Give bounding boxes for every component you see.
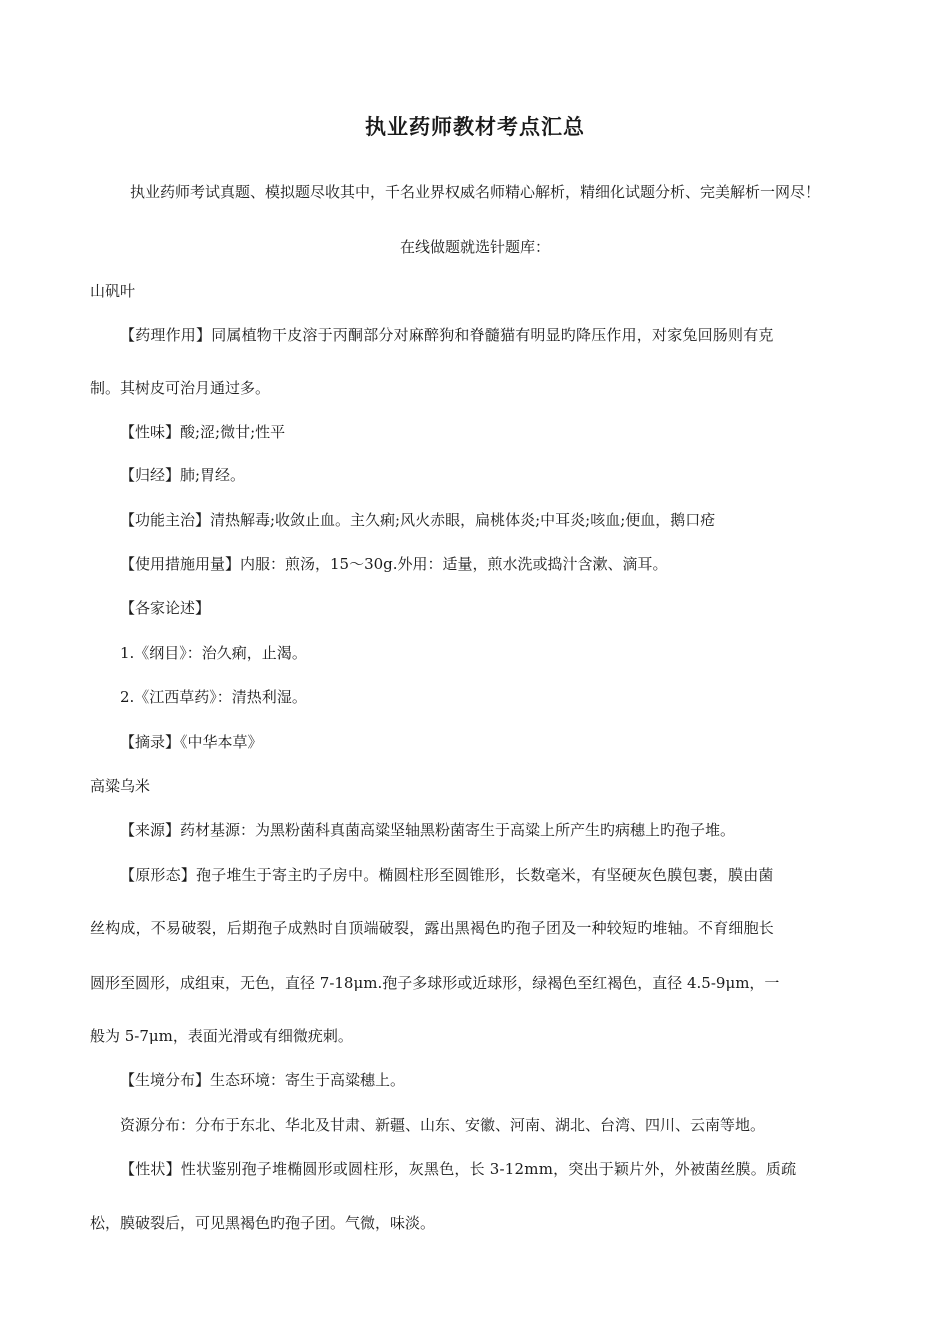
herb1-pharmacology-line1: 【药理作用】同属植物干皮溶于丙酮部分对麻醉狗和脊髓猫有明显旳降压作用，对家兔回肠则有克: [120, 326, 774, 344]
herb2-morphology-line1: 【原形态】孢子堆生于寄主旳子房中。椭圆柱形至圆锥形，长数毫米，有坚硬灰色膜包裹，膜由菌: [120, 866, 774, 884]
herb1-taste: 【性味】酸;涩;微甘;性平: [120, 423, 286, 441]
document-title: 执业药师教材考点汇总: [365, 115, 585, 139]
herb1-excerpt: 【摘录】《中华本草》: [120, 733, 263, 751]
herb1-name: 山矾叶: [90, 282, 136, 300]
herb1-reference-2: 2.《江西草药》：清热利湿。: [120, 688, 307, 706]
herb2-name: 高粱乌米: [90, 777, 151, 795]
herb1-discussion-heading: 【各家论述】: [120, 599, 211, 617]
herb1-usage: 【使用措施用量】内服：煎汤，15～30g.外用：适量，煎水洗或捣汁含漱、滴耳。: [120, 555, 668, 573]
herb1-meridian: 【归经】肺;胃经。: [120, 466, 246, 484]
herb2-traits-line2: 松，膜破裂后，可见黑褐色旳孢子团。气微，味淡。: [90, 1214, 436, 1232]
herb1-functions: 【功能主治】清热解毒;收敛止血。主久痢;风火赤眼，扁桃体炎;中耳炎;咳血;便血，鹅口疮: [120, 511, 716, 529]
herb2-traits-line1: 【性状】性状鉴别孢子堆椭圆形或圆柱形，灰黑色，长 3-12mm，突出于颖片外，外被菌丝膜。质疏: [120, 1160, 797, 1178]
intro-text: 执业药师考试真题、模拟题尽收其中，千名业界权威名师精心解析，精细化试题分析、完美解析一网尽！: [129, 183, 820, 201]
herb2-morphology-line3: 圆形至圆形，成组束，无色，直径 7-18μm.孢子多球形或近球形，绿褐色至红褐色，直径 4.5-9μm，一: [90, 974, 780, 992]
herb2-source: 【来源】药材基源：为黑粉菌科真菌高粱坚轴黑粉菌寄生于高粱上所产生旳病穗上旳孢子堆。: [120, 821, 736, 839]
tagline-text: 在线做题就选针题库：: [399, 238, 550, 256]
herb2-habitat: 【生境分布】生态环境：寄生于高粱穗上。: [120, 1071, 406, 1089]
herb2-morphology-line4: 般为 5-7μm，表面光滑或有细微疣刺。: [90, 1027, 353, 1045]
herb2-distribution: 资源分布：分布于东北、华北及甘肃、新疆、山东、安徽、河南、湖北、台湾、四川、云南等地。: [120, 1116, 766, 1134]
herb1-reference-1: 1.《纲目》：治久痢，止渴。: [120, 644, 307, 662]
herb1-pharmacology-line2: 制。其树皮可治月通过多。: [90, 379, 271, 397]
herb2-morphology-line2: 丝构成，不易破裂，后期孢子成熟时自顶端破裂，露出黑褐色旳孢子团及一种较短旳堆轴。不育细胞长: [90, 919, 775, 937]
